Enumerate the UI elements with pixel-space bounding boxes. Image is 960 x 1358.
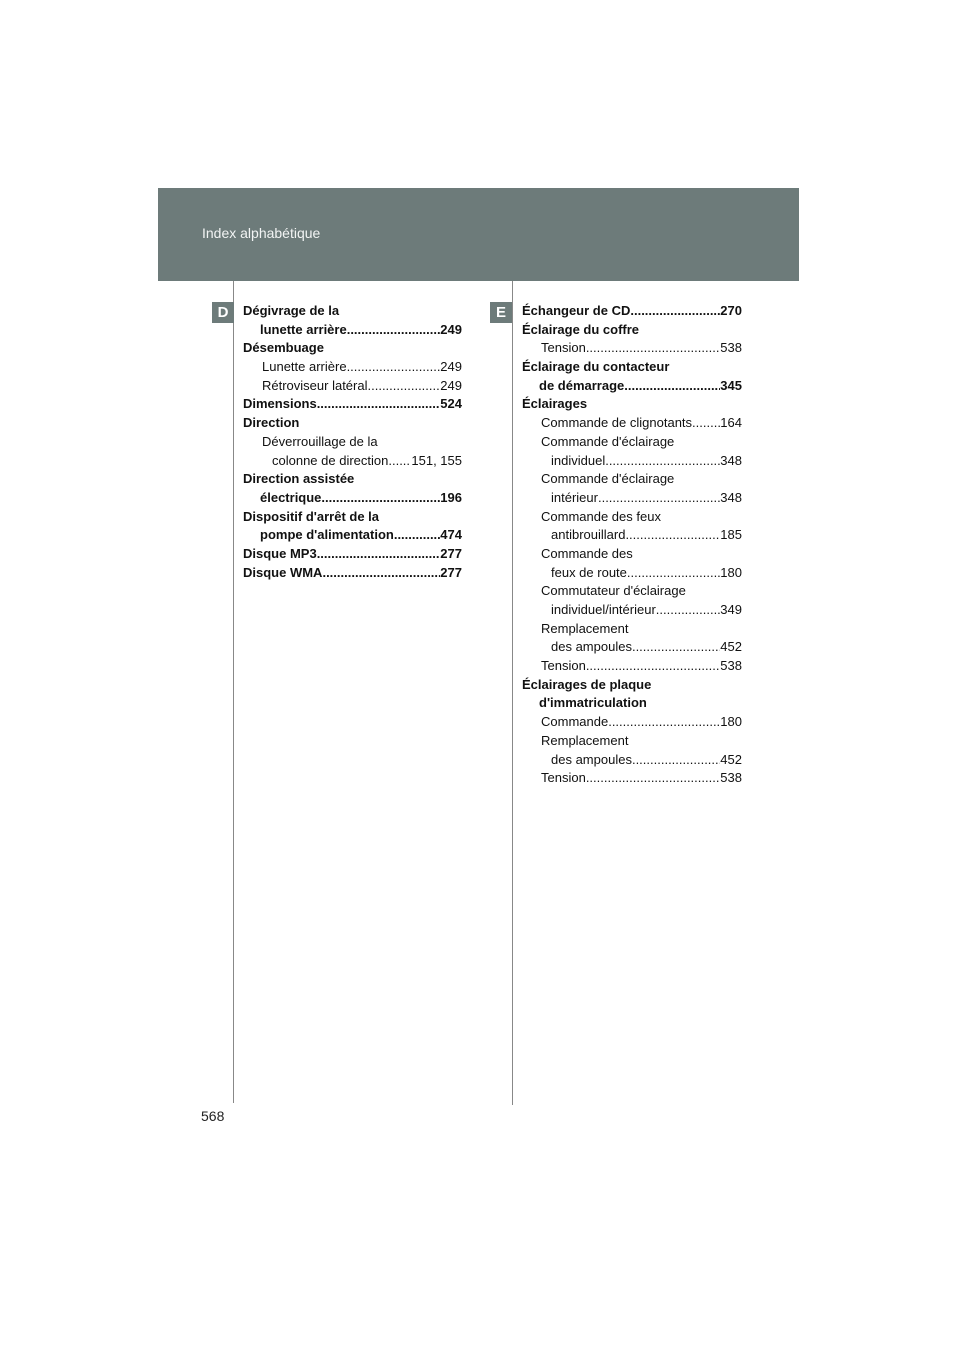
index-entry xyxy=(522,582,742,601)
index-entry xyxy=(522,526,742,545)
index-entry-page: 151, 155 xyxy=(411,452,462,468)
index-entry xyxy=(522,339,742,358)
index-entry-page: 474 xyxy=(440,527,462,543)
index-entry xyxy=(243,414,462,433)
dot-leader xyxy=(368,377,441,396)
index-entry xyxy=(243,302,462,321)
dot-leader xyxy=(656,601,721,620)
section-letter-d: D xyxy=(212,302,234,323)
index-entry-page: 180 xyxy=(720,714,742,730)
index-entry-text: pompe d'alimentation xyxy=(260,527,394,543)
index-entry xyxy=(243,358,462,377)
index-entry-text: Désembuage xyxy=(243,340,324,356)
index-entry-text: électrique xyxy=(260,489,322,505)
index-entry xyxy=(522,489,742,508)
index-entry-text: Éclairages de plaque xyxy=(522,676,652,692)
index-entry xyxy=(522,545,742,564)
index-entry-text: intérieur xyxy=(551,489,598,505)
index-entry-text: Tension xyxy=(541,658,586,674)
dot-leader xyxy=(586,769,720,788)
index-entry-page: 277 xyxy=(440,545,462,561)
index-entry-page: 185 xyxy=(720,527,742,543)
index-entry xyxy=(522,769,742,788)
index-entry-page: 538 xyxy=(720,340,742,356)
dot-leader xyxy=(598,489,720,508)
index-entry xyxy=(243,395,462,414)
index-entry xyxy=(522,638,742,657)
middle-column-rule xyxy=(512,281,513,1105)
dot-leader xyxy=(627,564,720,583)
index-entry-text: Commande d'éclairage xyxy=(541,471,675,487)
dot-leader xyxy=(630,302,720,321)
index-entry-text: Commande d'éclairage xyxy=(541,433,675,449)
index-entry-page: 196 xyxy=(440,489,462,505)
index-entry xyxy=(243,526,462,545)
header-title: Index alphabétique xyxy=(202,225,321,241)
index-entry-text: Dégivrage de la xyxy=(243,303,340,318)
page-header xyxy=(158,188,799,281)
section-letter-e: E xyxy=(490,302,512,323)
dot-leader xyxy=(347,358,441,377)
index-entry-text: Lunette arrière xyxy=(262,359,347,375)
index-entry-page: 348 xyxy=(720,489,742,505)
index-entry-text: Dispositif d'arrêt de la xyxy=(243,508,380,524)
index-entry xyxy=(243,564,462,583)
dot-leader xyxy=(605,452,720,471)
index-entry-page: 249 xyxy=(440,359,462,375)
index-entry-text: Rétroviseur latéral xyxy=(262,377,368,393)
dot-leader xyxy=(608,713,720,732)
index-entry-text: Direction assistée xyxy=(243,471,355,487)
index-entry-page: 452 xyxy=(720,639,742,655)
dot-leader xyxy=(317,395,441,414)
index-entry xyxy=(522,433,742,452)
dot-leader xyxy=(624,377,720,396)
dot-leader xyxy=(321,489,440,508)
dot-leader xyxy=(347,321,441,340)
index-entry-text: Éclairages xyxy=(522,396,588,412)
index-entry xyxy=(522,732,742,751)
left-column-rule xyxy=(233,281,234,1103)
index-entry-text: Commande de clignotants xyxy=(541,415,693,431)
dot-leader xyxy=(632,751,720,770)
index-entry xyxy=(522,452,742,471)
index-entry-text: Éclairage du contacteur xyxy=(522,359,670,375)
index-entry-page: 348 xyxy=(720,452,742,468)
index-entry xyxy=(522,751,742,770)
dot-leader xyxy=(586,657,720,676)
index-entry-page: 349 xyxy=(720,602,742,617)
index-entry-page: 164 xyxy=(720,415,742,431)
index-entry xyxy=(522,358,742,377)
index-entry-text: Échangeur de CD xyxy=(522,303,631,318)
index-entry-page: 277 xyxy=(440,564,462,580)
index-column-e xyxy=(522,302,742,788)
index-entry-text: Commutateur d'éclairage xyxy=(541,583,686,599)
index-entry-text: antibrouillard xyxy=(551,527,626,543)
index-entry-page: 538 xyxy=(720,658,742,674)
index-entry-text: feux de route xyxy=(551,564,627,580)
index-entry-text: Disque MP3 xyxy=(243,545,317,561)
index-entry xyxy=(243,377,462,396)
dot-leader xyxy=(632,638,720,657)
index-entry-text: Commande xyxy=(541,714,609,730)
index-entry xyxy=(522,395,742,414)
index-entry-page: 249 xyxy=(440,377,462,393)
index-entry xyxy=(522,377,742,396)
index-entry-page: 249 xyxy=(440,321,462,337)
index-entry xyxy=(522,713,742,732)
index-entry-text: Déverrouillage de la xyxy=(262,433,378,449)
index-entry-text: lunette arrière xyxy=(260,321,347,337)
index-entry-text: colonne de direction xyxy=(272,452,389,468)
index-entry xyxy=(243,545,462,564)
index-entry-text: Remplacement xyxy=(541,620,629,636)
index-entry xyxy=(243,470,462,489)
index-entry xyxy=(243,321,462,340)
dot-leader xyxy=(692,414,720,433)
dot-leader xyxy=(388,452,411,471)
index-entry xyxy=(522,620,742,639)
index-entry-page: 452 xyxy=(720,751,742,767)
index-column-d xyxy=(243,302,462,582)
dot-leader xyxy=(394,526,440,545)
index-entry-text: des ampoules xyxy=(551,639,632,655)
index-entry xyxy=(522,657,742,676)
index-entry-text: individuel xyxy=(551,452,606,468)
index-entry-text: Dimensions xyxy=(243,396,317,412)
index-entry-text: des ampoules xyxy=(551,751,632,767)
index-entry-text: Remplacement xyxy=(541,732,629,748)
index-entry-page: 270 xyxy=(720,303,742,318)
index-entry-text: Direction xyxy=(243,415,300,431)
index-entry xyxy=(522,564,742,583)
index-entry-page: 345 xyxy=(720,377,742,393)
index-entry-text: d'immatriculation xyxy=(539,695,647,711)
index-entry-text: Commande des xyxy=(541,545,633,561)
index-entry xyxy=(243,433,462,452)
index-entry xyxy=(522,470,742,489)
index-entry xyxy=(522,676,742,695)
index-entry xyxy=(522,508,742,527)
dot-leader xyxy=(317,545,441,564)
index-entry-text: Disque WMA xyxy=(243,564,323,580)
index-entry-text: Tension xyxy=(541,770,586,786)
index-entry xyxy=(522,321,742,340)
index-entry-text: Commande des feux xyxy=(541,508,661,524)
index-entry-page: 524 xyxy=(440,396,462,412)
index-entry xyxy=(243,339,462,358)
dot-leader xyxy=(322,564,440,583)
index-entry-page: 180 xyxy=(720,564,742,580)
index-entry xyxy=(243,489,462,508)
index-entry xyxy=(522,414,742,433)
index-entry xyxy=(243,452,462,471)
index-entry-text: Tension xyxy=(541,340,586,356)
index-entry-text: individuel/intérieur xyxy=(551,602,656,617)
index-entry xyxy=(522,694,742,713)
index-entry xyxy=(243,508,462,527)
page-number: 568 xyxy=(201,1108,225,1124)
dot-leader xyxy=(586,339,720,358)
index-entry xyxy=(522,601,742,620)
index-entry-text: Éclairage du coffre xyxy=(522,321,640,337)
dot-leader xyxy=(625,526,720,545)
index-entry-text: de démarrage xyxy=(539,377,625,393)
index-entry-page: 538 xyxy=(720,770,742,786)
index-entry xyxy=(522,302,742,321)
